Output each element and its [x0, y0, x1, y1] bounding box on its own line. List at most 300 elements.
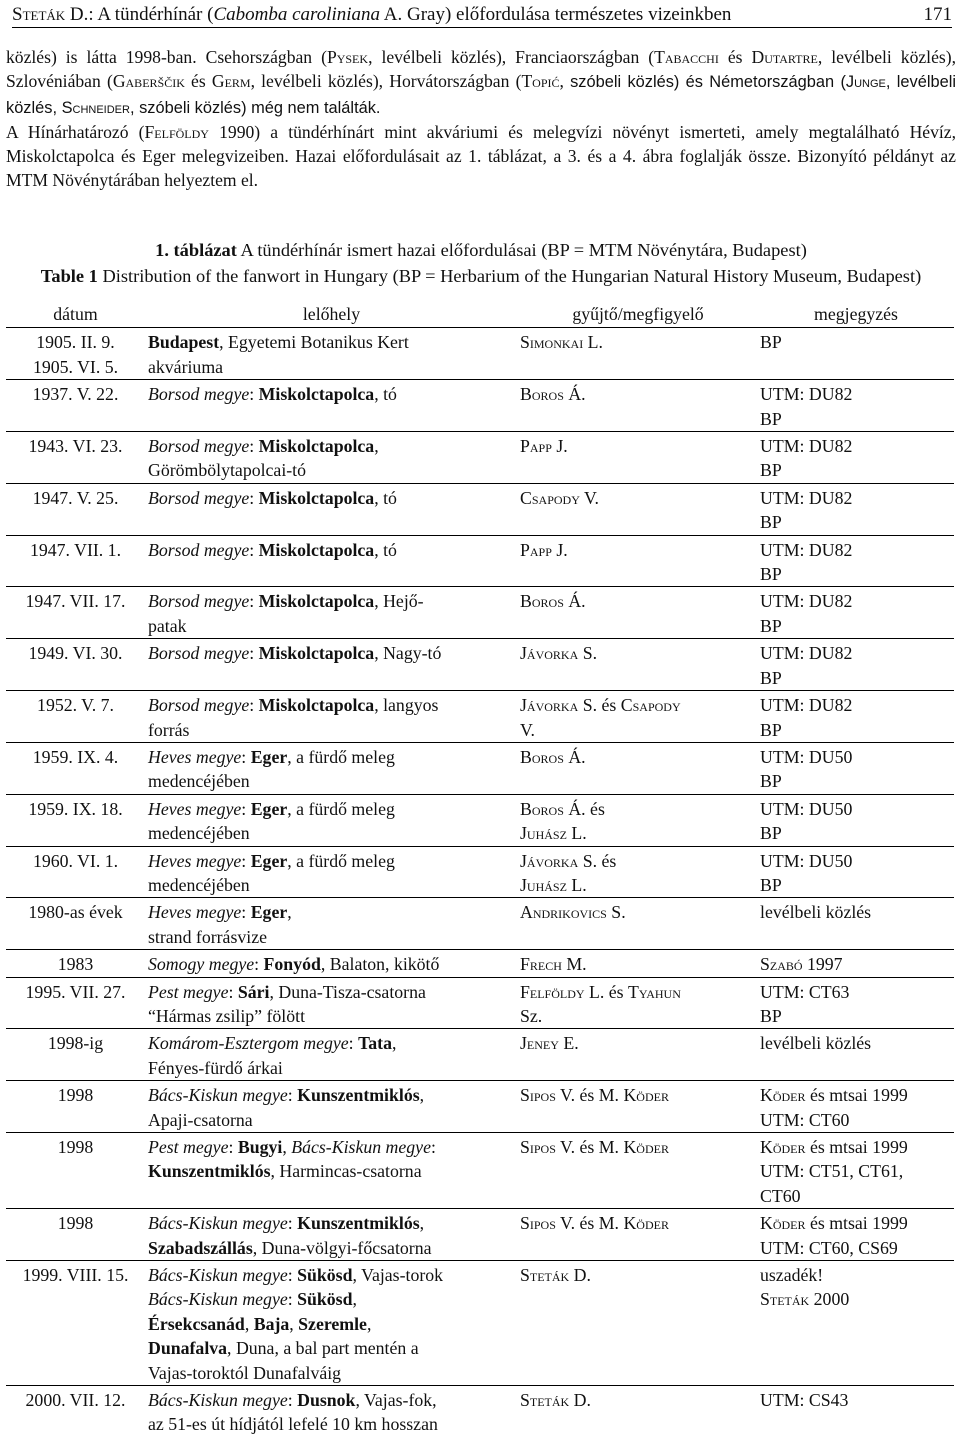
header-species: Cabomba caroliniana	[213, 4, 381, 25]
text-run: ,	[282, 1137, 292, 1157]
table-row	[6, 639, 954, 691]
cell-locality-text	[148, 436, 379, 480]
caption-text: A tündérhínár ismert hazai előfordulásai (BP = MTM Növénytára, Budapest)	[236, 240, 807, 260]
cell-locality	[145, 691, 518, 743]
column-header-collector: gyűjtő/megfigyelő	[518, 300, 758, 328]
text-run: Steták	[760, 1289, 810, 1310]
cell-note-text	[760, 1137, 908, 1206]
text-run: Á.	[563, 746, 586, 767]
cell-locality	[145, 950, 518, 977]
paragraph-1	[6, 45, 956, 120]
text-run: , Vajas-fok, az 51-es út hídjától lefelé 10 km hosszan	[148, 1390, 438, 1435]
text-run: , tó	[374, 384, 397, 405]
cell-note-text	[760, 1033, 871, 1053]
cell-locality-text	[148, 982, 426, 1026]
text-run: , Fényes-fürdő árkai	[148, 1033, 397, 1078]
header-author: Steták D.	[12, 4, 89, 25]
cell-collector-text	[520, 1085, 669, 1105]
text-run: Szeremle	[298, 1313, 367, 1334]
text-run: és	[184, 71, 212, 92]
text-run: és mtsai 1999 UTM: CT60	[760, 1085, 908, 1130]
text-run: Köder	[623, 1085, 669, 1106]
cell-collector	[518, 950, 758, 977]
table-row	[6, 535, 954, 587]
cell-locality-text	[148, 1213, 431, 1257]
cell-locality-text	[148, 902, 292, 946]
text-run: ,	[244, 1313, 254, 1334]
text-run: UTM: CS43	[760, 1390, 849, 1411]
author-ref: Felföldy	[144, 121, 209, 142]
table-row	[6, 587, 954, 639]
text-run: , a fürdő meleg medencéjében	[148, 798, 395, 844]
text-run: Frech	[520, 954, 562, 975]
cell-note-text	[760, 643, 852, 687]
cell-collector-text	[520, 982, 681, 1026]
text-run: , Harmincas-csatorna	[270, 1161, 422, 1182]
cell-locality	[145, 898, 518, 950]
text-run: , a fürdő meleg medencéjében	[148, 746, 395, 792]
table-row	[6, 432, 954, 484]
cell-collector	[518, 1029, 758, 1081]
text-run: Bugyi	[237, 1137, 283, 1157]
text-run: Juhász	[520, 823, 567, 844]
text-run: D.	[569, 1265, 591, 1286]
cell-locality-text	[148, 1137, 436, 1181]
cell-date: 1949. VI. 30.	[6, 639, 145, 691]
cell-locality	[145, 1081, 518, 1133]
text-run: Jávorka	[520, 695, 579, 716]
cell-note-text	[760, 747, 852, 791]
text-run: :	[249, 539, 259, 560]
text-run: UTM: DU50 BP	[760, 798, 853, 844]
text-run: Borsod megye	[148, 591, 250, 612]
text-run: Papp	[520, 539, 552, 560]
cell-locality-text	[148, 1033, 396, 1077]
cell-collector-text	[520, 436, 568, 456]
caption-label: 1. táblázat	[155, 240, 237, 260]
cell-note-text	[760, 695, 852, 739]
cell-note	[758, 1133, 954, 1209]
text-run: Boros	[520, 384, 564, 405]
cell-note	[758, 483, 954, 535]
text-run: Eger	[250, 798, 288, 819]
text-run: Bács-Kiskun megye	[148, 1390, 288, 1411]
cell-note	[758, 794, 954, 846]
text-run: Somogy megye	[148, 954, 255, 975]
text-run: , levélbeli közlés), Horvátországban (	[250, 71, 522, 92]
text-run: , Nagy-tó	[374, 643, 442, 664]
text-run: Csapody	[520, 487, 580, 508]
cell-locality	[145, 794, 518, 846]
text-run: :	[287, 1289, 298, 1310]
text-run: J.	[551, 539, 568, 560]
cell-locality	[145, 639, 518, 691]
text-run: Sipos	[520, 1137, 556, 1157]
paragraph-2	[6, 120, 956, 193]
author-ref: Junge	[845, 73, 886, 92]
text-run: Heves megye	[148, 746, 242, 767]
author-ref: Gaberščik	[112, 71, 185, 92]
text-run: ,	[352, 1289, 357, 1310]
text-run: , Görömbölytapolcai-tó	[148, 436, 379, 481]
cell-note-text	[760, 902, 871, 922]
text-run: UTM: DU82 BP	[760, 436, 853, 481]
cell-locality-text	[148, 591, 424, 635]
text-run: 2000	[809, 1289, 850, 1310]
text-run: UTM: DU82 BP	[760, 539, 853, 585]
cell-note	[758, 1209, 954, 1261]
text-run: Heves megye	[148, 902, 242, 923]
author-ref: Tabacchi	[654, 47, 719, 67]
cell-collector	[518, 328, 758, 380]
cell-collector-text	[520, 1137, 669, 1157]
cell-locality	[145, 1261, 518, 1386]
cell-locality-text	[148, 1085, 424, 1129]
text-run: Baja	[253, 1313, 290, 1334]
text-run: UTM: DU82 BP	[760, 695, 853, 740]
text-run: , Vajas-torok	[352, 1265, 444, 1286]
text-run: , levélbeli közlés,	[6, 73, 956, 117]
table-row	[6, 950, 954, 977]
cell-date: 1943. VI. 23.	[6, 432, 145, 484]
text-run: , Hejő- patak	[148, 591, 424, 636]
text-run: Juhász	[520, 874, 567, 895]
cell-locality-text	[148, 488, 397, 508]
cell-locality	[145, 1029, 518, 1081]
text-run: Sz.	[520, 1005, 543, 1026]
cell-note	[758, 587, 954, 639]
cell-date: 1959. IX. 4.	[6, 742, 145, 794]
text-run: Bács-Kiskun megye	[148, 1265, 288, 1286]
text-run: :	[241, 902, 251, 923]
cell-collector-text	[520, 488, 599, 508]
column-header-locality: lelőhely	[145, 300, 518, 328]
cell-note-text	[760, 384, 852, 428]
text-run: Jeney	[520, 1033, 559, 1054]
text-run: Eger	[250, 746, 288, 767]
cell-date: 1947. VII. 1.	[6, 535, 145, 587]
cell-date: 1980-as évek	[6, 898, 145, 950]
caption-hungarian	[6, 237, 956, 263]
cell-note-text	[760, 982, 849, 1026]
cell-note	[758, 432, 954, 484]
cell-date: 1998-ig	[6, 1029, 145, 1081]
text-run: M.	[561, 954, 587, 975]
cell-collector	[518, 535, 758, 587]
text-run: Sükösd	[297, 1265, 353, 1286]
page-number: 171	[923, 4, 952, 25]
text-run: Kunszentmiklós	[148, 1161, 271, 1182]
text-run: UTM: DU82 BP	[760, 643, 853, 688]
text-run: S. és	[578, 695, 621, 716]
table-row	[6, 1081, 954, 1133]
text-run: :	[430, 1137, 436, 1157]
cell-locality	[145, 846, 518, 898]
occurrence-table	[6, 300, 954, 1437]
cell-locality	[145, 432, 518, 484]
text-run: Heves megye	[148, 798, 242, 819]
text-run: V.	[579, 487, 599, 508]
cell-date: 1905. II. 9. 1905. VI. 5.	[6, 328, 145, 380]
text-run: Szabó	[760, 954, 803, 975]
cell-collector	[518, 846, 758, 898]
cell-note-text	[760, 591, 852, 635]
text-run: Dunafalva	[148, 1338, 228, 1359]
text-run: V. és M.	[555, 1213, 624, 1234]
cell-note-text	[760, 1213, 908, 1257]
cell-collector-text	[520, 1033, 579, 1053]
cell-collector	[518, 1209, 758, 1261]
cell-collector-text	[520, 799, 605, 843]
text-run: Miskolctapolca	[258, 384, 375, 405]
table-caption	[6, 237, 956, 289]
text-run: UTM: DU50 BP	[760, 850, 853, 895]
table-row	[6, 1386, 954, 1437]
text-run: Budapest	[148, 332, 220, 353]
text-run: :	[241, 746, 251, 767]
text-run: :	[287, 1390, 298, 1411]
caption-text: Distribution of the fanwort in Hungary (BP = Herbarium of the Hungarian Natural History Museum, Budapest)	[97, 266, 922, 286]
column-header-note: megjegyzés	[758, 300, 954, 328]
cell-collector-text	[520, 1265, 591, 1285]
text-run: , Duna-völgyi-főcsatorna	[252, 1237, 432, 1258]
cell-collector	[518, 742, 758, 794]
text-run: :	[249, 436, 259, 457]
text-run: Komárom-Esztergom megye	[148, 1033, 349, 1054]
text-run: Borsod megye	[148, 695, 250, 716]
text-run: , strand forrásvize	[148, 902, 292, 947]
text-run: J.	[551, 436, 568, 457]
author-ref: Germ	[211, 71, 251, 92]
cell-note	[758, 535, 954, 587]
text-run: :	[249, 643, 259, 664]
cell-locality	[145, 742, 518, 794]
text-run: Miskolctapolca	[258, 591, 375, 612]
text-run: Jávorka	[520, 643, 579, 664]
text-run: , Duna, a bal part mentén a Vajas-toroktól Dunafalváig	[148, 1338, 419, 1383]
text-run: Sipos	[520, 1085, 556, 1106]
text-run: Bács-Kiskun megye	[148, 1213, 288, 1234]
text-run: Á.	[563, 384, 586, 405]
cell-locality-text	[148, 799, 395, 843]
table-row	[6, 898, 954, 950]
text-run: Andrikovics	[520, 902, 607, 923]
text-run: Kunszentmiklós	[297, 1085, 420, 1106]
cell-note	[758, 328, 954, 380]
text-run: :	[241, 798, 251, 819]
text-run: :	[228, 1137, 238, 1157]
text-run: , Egyetemi Botanikus Kert akváriuma	[148, 332, 409, 377]
cell-collector	[518, 483, 758, 535]
cell-date: 1937. V. 22.	[6, 380, 145, 432]
cell-note	[758, 1261, 954, 1386]
text-run: UTM: DU82 BP	[760, 384, 853, 429]
text-run: D.	[569, 1390, 591, 1411]
cell-locality-text	[148, 384, 397, 404]
text-run: Boros	[520, 746, 564, 767]
cell-note	[758, 380, 954, 432]
text-run: ,	[419, 1213, 425, 1234]
cell-locality-text	[148, 1390, 438, 1434]
cell-date: 1952. V. 7.	[6, 691, 145, 743]
text-run: , levélbeli közlés), Franciaországban (	[368, 47, 655, 67]
text-run: :	[228, 981, 238, 1002]
cell-date: 1947. VII. 17.	[6, 587, 145, 639]
text-run: uszadék!	[760, 1265, 824, 1286]
table-row	[6, 1029, 954, 1081]
cell-note	[758, 691, 954, 743]
text-run: Á.	[563, 591, 586, 612]
text-run: Borsod megye	[148, 384, 250, 405]
text-run: Bács-Kiskun megye	[291, 1137, 431, 1157]
cell-date: 1998	[6, 1133, 145, 1209]
text-run: Bács-Kiskun megye	[148, 1085, 288, 1106]
text-run: Borsod megye	[148, 539, 250, 560]
cell-locality-text	[148, 540, 397, 560]
text-run: Miskolctapolca	[258, 643, 375, 664]
text-run: :	[287, 1085, 298, 1106]
cell-note-text	[760, 332, 782, 352]
cell-date: 1999. VIII. 15.	[6, 1261, 145, 1386]
cell-note	[758, 977, 954, 1029]
text-run: S. és	[582, 850, 617, 871]
text-run: 1990) a tündérhínárt mint akváriumi és melegvízi növényt ismerteti, amely megtalálható Hévíz, Miskolctapolca és Eger melegvizeiben. Hazai előfordulásait az 1. táblázat, a 3. és a 4. ábra foglalják össze. Bizonyító példányt az MTM Növénytárában helyeztem el.	[6, 121, 956, 191]
text-run: Miskolctapolca	[258, 487, 375, 508]
text-run: , langyos forrás	[148, 695, 439, 740]
text-run: , levélbeli közlés), Szlovéniában (	[6, 47, 956, 92]
text-run: , szóbeli közlés) még nem találták.	[129, 98, 381, 117]
table-body	[6, 328, 954, 1437]
table-row	[6, 483, 954, 535]
cell-locality	[145, 977, 518, 1029]
cell-collector-text	[520, 1213, 669, 1233]
text-run: :	[249, 487, 259, 508]
cell-collector-text	[520, 332, 603, 352]
text-run: ,	[366, 1313, 372, 1334]
text-run: L.	[583, 332, 603, 353]
text-run: Köder	[623, 1213, 669, 1234]
cell-locality	[145, 1209, 518, 1261]
text-run: és	[718, 47, 752, 67]
text-run: Papp	[520, 436, 552, 457]
text-run: UTM: CT63 BP	[760, 981, 850, 1026]
table-row	[6, 1261, 954, 1386]
cell-collector	[518, 587, 758, 639]
text-run: Dusnok	[297, 1390, 356, 1411]
cell-note-text	[760, 540, 852, 584]
text-run: , Apaji-csatorna	[148, 1085, 425, 1130]
text-run: Fonyód	[263, 954, 321, 975]
cell-note-text	[760, 1085, 908, 1129]
table-row	[6, 977, 954, 1029]
cell-date: 1983	[6, 950, 145, 977]
cell-collector-text	[520, 747, 586, 767]
text-run: Sükösd	[297, 1289, 353, 1310]
cell-date: 1959. IX. 18.	[6, 794, 145, 846]
cell-collector-text	[520, 1390, 591, 1410]
text-run: Borsod megye	[148, 436, 250, 457]
cell-locality	[145, 328, 518, 380]
text-run: ,	[289, 1313, 299, 1334]
cell-locality-text	[148, 1265, 443, 1383]
cell-locality	[145, 587, 518, 639]
cell-note-text	[760, 436, 852, 480]
text-run: V. és M.	[555, 1137, 624, 1157]
table-row	[6, 1133, 954, 1209]
table-row	[6, 846, 954, 898]
text-run: 1997	[802, 954, 843, 975]
cell-collector-text	[520, 540, 568, 560]
text-run: Simonkai	[520, 332, 584, 353]
cell-collector	[518, 1133, 758, 1209]
text-run: Jávorka	[520, 850, 579, 871]
cell-locality-text	[148, 954, 439, 974]
author-ref: Topić	[521, 71, 560, 92]
text-run: Csapody	[620, 695, 681, 716]
text-run: , Duna-Tisza-csatorna “Hármas zsilip” fölött	[148, 981, 426, 1026]
text-run: szóbeli közlés) és Németországban (	[570, 73, 846, 92]
text-run: :	[249, 591, 259, 612]
cell-locality-text	[148, 851, 395, 895]
cell-locality-text	[148, 643, 441, 663]
text-run: Köder	[623, 1137, 669, 1157]
text-run: Tyahun	[628, 981, 681, 1002]
text-run: Tata	[358, 1033, 392, 1054]
text-run: Felföldy	[520, 981, 585, 1002]
caption-label: Table 1	[40, 266, 98, 286]
table-row	[6, 691, 954, 743]
table-row	[6, 794, 954, 846]
cell-collector	[518, 1386, 758, 1437]
cell-collector-text	[520, 954, 587, 974]
text-run: levélbeli közlés	[760, 1033, 872, 1054]
text-run: Érsekcsanád	[148, 1313, 245, 1334]
cell-locality-text	[148, 747, 395, 791]
cell-note-text	[760, 488, 852, 532]
text-run: Eger	[250, 850, 288, 871]
cell-note-text	[760, 1390, 848, 1410]
text-run: Köder	[760, 1085, 806, 1106]
text-run: :	[254, 954, 264, 975]
text-run: Steták	[520, 1390, 570, 1411]
cell-locality	[145, 483, 518, 535]
cell-collector	[518, 794, 758, 846]
text-run: Kunszentmiklós	[297, 1213, 420, 1234]
text-run: S.	[606, 902, 626, 923]
table-row	[6, 1209, 954, 1261]
author-ref: Dutartre	[751, 47, 818, 67]
column-header-date: dátum	[6, 300, 145, 328]
text-run: közlés) is látta 1998-ban. Csehországban (	[6, 47, 327, 67]
text-run: L.	[566, 823, 587, 844]
text-run: Pest megye	[148, 981, 229, 1002]
text-run: Köder	[760, 1213, 806, 1234]
text-run: S.	[578, 643, 598, 664]
running-header	[12, 3, 952, 28]
text-run: V.	[520, 719, 535, 740]
text-run: Miskolctapolca	[258, 539, 375, 560]
cell-collector-text	[520, 695, 681, 739]
text-run: Sári	[237, 981, 270, 1002]
text-run: A Hínárhatározó (	[6, 121, 145, 142]
text-run: :	[287, 1265, 298, 1286]
text-run: , Balaton, kikötő	[320, 954, 440, 975]
text-run: Á. és	[568, 798, 605, 819]
author-ref: Pysek	[326, 47, 369, 67]
text-run: Borsod megye	[148, 643, 250, 664]
cell-date: 1998	[6, 1081, 145, 1133]
header-title-pre: : A tündérhínár (	[88, 4, 214, 25]
